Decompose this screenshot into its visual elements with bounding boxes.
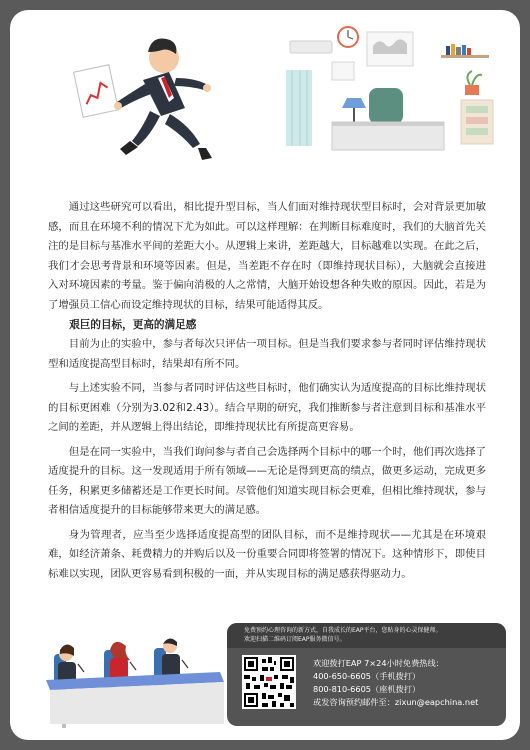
running-businessman (114, 39, 212, 161)
promo-line-2: 欢迎扫描二维码订阅EAP服务微信号。 (244, 636, 346, 643)
promo-line-1: 免费预约心理咨询的新方式，自我成长的EAP平台，您贴身的心灵保健师。 (244, 627, 442, 634)
books-icon (446, 46, 450, 55)
office-chair (369, 88, 403, 124)
hotline-title: 欢迎拨打EAP 7×24小时免费热线： (313, 658, 444, 668)
article-body (48, 198, 486, 584)
chart-board-icon (74, 65, 119, 117)
qr-code-icon (242, 655, 296, 709)
phone-mobile[interactable]: 400-650-6605（手机拨打） (313, 671, 421, 681)
promo-box (227, 623, 506, 726)
picture-frame-icon (332, 62, 354, 80)
section-heading: 艰巨的目标，更高的满足感 (69, 319, 197, 331)
plant-icon (467, 71, 482, 85)
paragraph: 身为管理者，应当至少选择适度提高型的团队目标，而不是维持现状——尤其是在环境艰难，如经济萧条、耗费精力的并购后以及一份重要合同即将签署的情况下。这种情形下，即使目标难以实现，团队更容易看到积极的一面，并从实现目标的满足感获得驱动力。 (48, 528, 486, 580)
office-desk (332, 122, 444, 150)
email-line[interactable]: 或发咨询预约邮件至：zixun@eapchina.net (313, 697, 479, 707)
page (10, 10, 520, 740)
air-conditioner-icon (290, 41, 332, 53)
header-illustration (10, 10, 520, 195)
phone-landline[interactable]: 800-810-6605（座机拨打） (313, 684, 421, 694)
paragraph: 但是在同一实验中，当我们询问参与者自己会选择两个目标中的哪一个时，他们再次选择了适度提升的目标。这一发现适用于所有领域——无论是得到更高的绩点，做更多运动，完成更多任务，积累更多储蓄还是工作更长时间。尽管他们知道实现目标会更难，但相比维持现状，参与者相信适度提升的目标能够带来更大的满足感。 (48, 445, 486, 516)
paragraph: 通过这些研究可以看出，相比提升型目标，当人们面对维持现状型目标时，会对背景更加敏感，而且在环境不利的情况下尤为如此。可以这样理解：在判断目标难度时，我们的大脑首先关注的是目标与基准水平间的差距大小。从逻辑上来讲，差距越大，目标越难以实现。在此之后，我们才会思考背景和环境等因素。但是，当差距不存在时（即维持现状目标），大脑就会直接进入对环境因素的考量。鉴于偏向消极的人之常情，大脑开始设想各种失败的原因。因此，若是为了增强员工信心而设定维持现状的目标，结果可能适得其反。 (48, 201, 486, 311)
curtain (286, 70, 312, 146)
meeting-illustration (38, 620, 228, 728)
paragraph: 与上述实验不同，当参与者同时评估这些目标时，他们确实认为适度提高的目标比维持现状的目标更困难（分别为3.02和2.43）。结合早期的研究，我们推断参与者注意到目标和基准水平之间的差距，并从逻辑上得出结论，即维持现状比有所提高更容易。 (48, 382, 486, 433)
paragraph: 目前为止的实验中，参与者每次只评估一项目标。但是当我们要求参与者同时评估维持现状型和适度提高型目标时，结果却有所不同。 (48, 338, 486, 370)
